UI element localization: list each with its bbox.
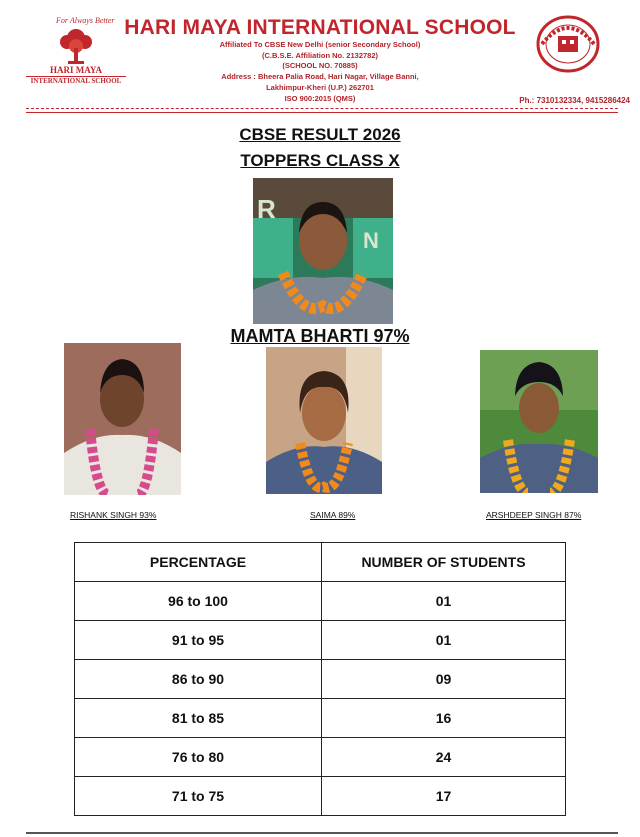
- school-seal-icon: [536, 14, 600, 74]
- percentage-cell: 71 to 75: [75, 777, 322, 816]
- svg-text:R: R: [257, 194, 276, 224]
- footer-divider: [26, 832, 618, 834]
- affiliation-number: (C.B.S.E. Affiliation No. 2132782): [262, 51, 378, 60]
- school-logo: [26, 16, 126, 88]
- count-cell: 16: [322, 699, 566, 738]
- column-header-number-of-students: NUMBER OF STUDENTS: [322, 543, 566, 582]
- phone-numbers: Ph.: 7310132334, 9415286424: [519, 96, 630, 105]
- tree-icon: [58, 26, 94, 66]
- table-row: [75, 660, 566, 699]
- table-row: [75, 738, 566, 777]
- affiliation-line: Affiliated To CBSE New Delhi (senior Secondary School): [219, 40, 421, 49]
- topper-name-text: MAMTA BHARTI 97%: [230, 326, 410, 346]
- svg-text:N: N: [363, 228, 379, 253]
- count-cell: 17: [322, 777, 566, 816]
- school-number: (SCHOOL NO. 70885): [282, 61, 358, 70]
- toppers-title: [0, 151, 640, 171]
- percentage-cell: 96 to 100: [75, 582, 322, 621]
- iso-line: ISO 900:2015 (QMS): [284, 94, 356, 103]
- count-cell: 01: [322, 582, 566, 621]
- count-cell: 09: [322, 660, 566, 699]
- topper-photo: [253, 178, 393, 324]
- count-cell: 24: [322, 738, 566, 777]
- student-photo-rishank: [64, 343, 181, 495]
- table-row: [75, 582, 566, 621]
- address-line-1: Address : Bheera Palia Road, Hari Nagar, Village Banni,: [221, 72, 419, 81]
- count-cell: 01: [322, 621, 566, 660]
- percentage-cell: 76 to 80: [75, 738, 322, 777]
- table-header-row: [75, 543, 566, 582]
- percentage-cell: 91 to 95: [75, 621, 322, 660]
- logo-name: [26, 66, 126, 85]
- result-title: [0, 125, 640, 145]
- logo-name-1: HARI MAYA: [49, 65, 103, 75]
- percentage-cell: 86 to 90: [75, 660, 322, 699]
- header-divider: [26, 112, 618, 113]
- student-caption-rishank: RISHANK SINGH 93%: [70, 510, 157, 520]
- percentage-cell: 81 to 85: [75, 699, 322, 738]
- column-header-percentage: PERCENTAGE: [75, 543, 322, 582]
- student-caption-arshdeep: ARSHDEEP SINGH 87%: [486, 510, 582, 520]
- student-photo-arshdeep: [480, 350, 598, 493]
- student-photo-saima: [266, 347, 382, 494]
- student-caption-saima: SAIMA 89%: [310, 510, 356, 520]
- logo-name-2: INTERNATIONAL SCHOOL: [26, 76, 126, 85]
- table-row: [75, 699, 566, 738]
- school-name: HARI MAYA INTERNATIONAL SCHOOL: [124, 16, 516, 39]
- table-row: [75, 621, 566, 660]
- address-line-2: Lakhimpur-Kheri (U.P.) 262701: [266, 83, 374, 92]
- table-row: [75, 777, 566, 816]
- toppers-title-text: TOPPERS CLASS X: [240, 151, 400, 170]
- logo-tagline: For Always Better: [56, 16, 115, 25]
- results-table: [74, 542, 566, 816]
- result-title-text: CBSE RESULT 2026: [239, 125, 401, 144]
- header-divider-dashed: [26, 108, 618, 109]
